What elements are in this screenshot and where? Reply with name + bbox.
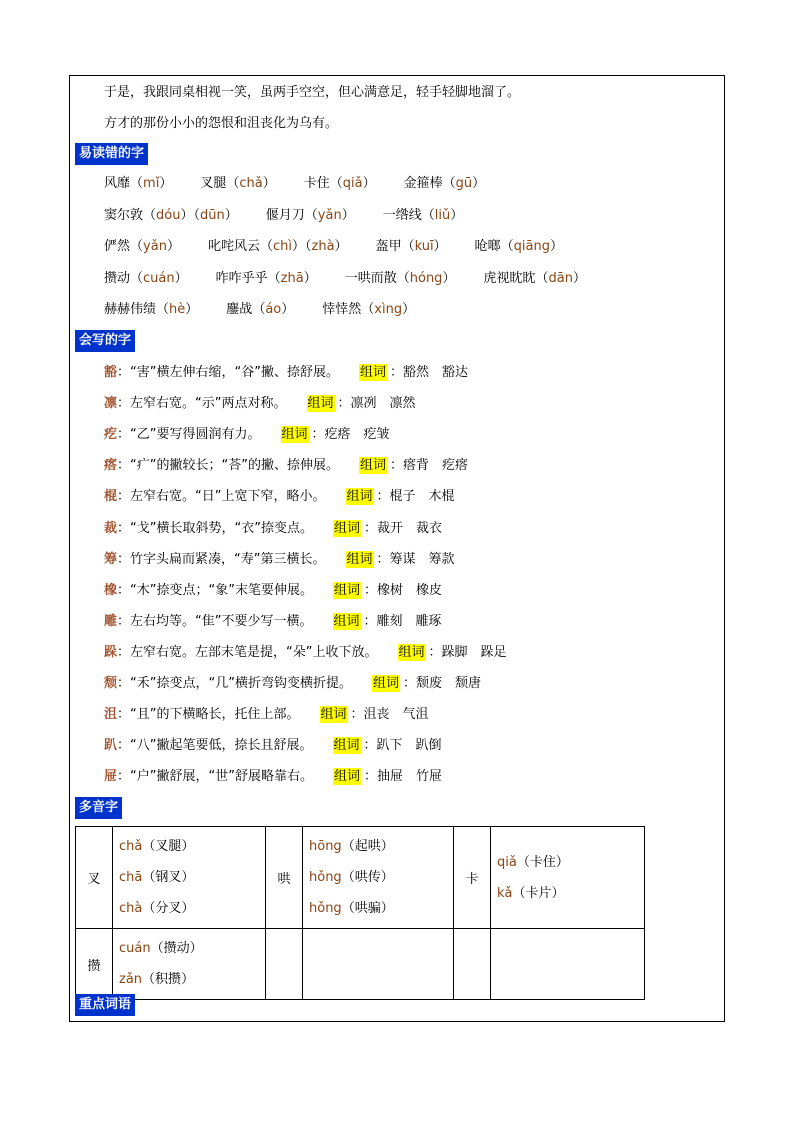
word-tag: 组词	[333, 613, 360, 629]
write-words: 跺脚 跺足	[441, 644, 507, 660]
word-tag: 组词	[333, 769, 360, 785]
write-char: 沮	[104, 707, 118, 723]
write-item: 颓：“禾”捺变点，“几”横折弯钩变横折提。 组词 ：颓废 颓唐	[104, 676, 482, 691]
polyphone-table	[75, 826, 645, 1000]
misread-item: 咋咋乎乎（zhā）	[215, 270, 317, 286]
poly-char: 哄	[266, 827, 303, 929]
intro-line-2: 方才的那份小小的怨恨和沮丧化为乌有。	[104, 116, 339, 131]
write-char: 屉	[104, 769, 118, 785]
write-words: 凛冽 凛然	[350, 396, 416, 412]
section-header-easy-misread: 易读错的字	[75, 143, 148, 165]
write-char: 趴	[104, 738, 118, 754]
write-tip: “禾”捺变点，“几”横折弯钩变横折提。	[130, 676, 352, 691]
write-words: 豁然 豁达	[403, 365, 469, 380]
write-char: 棍	[104, 489, 118, 505]
table-row	[76, 929, 645, 1000]
misread-item: 悻悻然（xìng）	[322, 302, 416, 317]
write-tip: “戈”横长取斜势，“衣”捺变点。	[130, 520, 313, 536]
misread-item: 呛啷（qiāng）	[474, 239, 563, 254]
word-tag: 组词	[359, 365, 386, 380]
write-tip: 左窄右宽。“示”两点对称。	[130, 396, 287, 412]
write-char: 雕	[104, 613, 118, 629]
write-char: 疙	[104, 427, 118, 443]
write-char: 瘩	[104, 458, 118, 474]
section-header-write: 会写的字	[75, 330, 135, 352]
write-item: 跺：左窄右宽。左部末笔是提，“朵”上收下放。 组词 ：跺脚 跺足	[104, 644, 507, 660]
write-tip: “乙”要写得圆润有力。	[130, 427, 261, 443]
misread-row	[104, 174, 513, 194]
write-words: 趴下 趴倒	[376, 738, 442, 754]
write-char: 橡	[104, 582, 118, 598]
write-char: 筹	[104, 551, 118, 567]
section-header-polyphone: 多音字	[75, 797, 122, 819]
misread-item: 一哄而散（hóng）	[344, 270, 456, 286]
poly-readings: chǎ（叉腿） chā（钢叉） chà（分叉）	[113, 827, 266, 929]
word-tag: 组词	[333, 738, 360, 754]
write-item: 疙：“乙”要写得圆润有力。 组词 ：疙瘩 疙皱	[104, 427, 390, 443]
write-item: 沮：“且”的下横略长，托住上部。 组词 ：沮丧 气沮	[104, 707, 429, 723]
misread-item: 风靡（mǐ）	[104, 176, 173, 191]
write-words: 颓废 颓唐	[416, 676, 482, 691]
write-item: 豁：“害”横左伸右缩，“谷”撇、捺舒展。 组词 ：豁然 豁达	[104, 365, 469, 380]
word-tag: 组词	[281, 427, 308, 443]
poly-char: 卡	[454, 827, 491, 929]
write-item: 橡：“木”捺变点；“象”末笔要伸展。 组词 ：橡树 橡皮	[104, 582, 443, 598]
write-words: 瘩背 疙瘩	[403, 458, 469, 474]
word-tag: 组词	[372, 676, 399, 691]
section-header-key-words: 重点词语	[75, 994, 135, 1016]
write-tip: “户”撇舒展，“世”舒展略靠右。	[130, 769, 313, 785]
word-tag: 组词	[320, 707, 347, 723]
intro-line-1: 于是，我跟同桌相视一笑，虽两手空空，但心满意足，轻手轻脚地溜了。	[104, 85, 521, 100]
write-tip: 竹字头扁而紧凑，“寿”第三横长。	[130, 551, 326, 567]
poly-readings: cuán（攒动） zǎn（积攒）	[113, 929, 266, 1000]
word-tag: 组词	[346, 551, 373, 567]
misread-item: 一绺线（liǔ）	[382, 207, 464, 223]
misread-item: 鏖战（áo）	[226, 302, 295, 317]
misread-item: 金箍棒（gū）	[403, 176, 486, 191]
write-char: 裁	[104, 520, 118, 536]
misread-item: 虎视眈眈（dān）	[483, 270, 586, 286]
write-item: 凛：左窄右宽。“示”两点对称。 组词 ：凛冽 凛然	[104, 396, 416, 412]
write-tip: “且”的下横略长，托住上部。	[130, 707, 300, 723]
misread-item: 偃月刀（yǎn）	[265, 207, 355, 223]
write-words: 筹谋 筹款	[389, 551, 455, 567]
write-tip: “疒”的撇较长；“荅”的撇、捺伸展。	[130, 458, 339, 474]
poly-empty	[454, 929, 491, 1000]
word-tag: 组词	[359, 458, 386, 474]
misread-item: 攒动（cuán）	[104, 270, 188, 286]
write-words: 裁开 裁衣	[377, 520, 443, 536]
word-tag: 组词	[307, 396, 334, 412]
word-tag: 组词	[398, 644, 425, 660]
misread-row	[104, 269, 614, 289]
word-tag: 组词	[333, 520, 360, 536]
poly-char: 叉	[76, 827, 113, 929]
write-tip: 左窄右宽。“日”上宽下窄，略小。	[130, 489, 326, 505]
table-row	[76, 827, 645, 929]
write-char: 凛	[104, 396, 118, 412]
misread-item: 俨然（yǎn）	[104, 239, 180, 254]
write-char: 豁	[104, 365, 118, 380]
write-item: 雕：左右均等。“隹”不要少写一横。 组词 ：雕刻 雕琢	[104, 613, 442, 629]
write-char: 颓	[104, 676, 118, 691]
misread-item: 盔甲（kuī）	[375, 239, 447, 254]
poly-readings: qiǎ（卡住） kǎ（卡片）	[491, 827, 645, 929]
write-item: 瘩：“疒”的撇较长；“荅”的撇、捺伸展。 组词 ：瘩背 疙瘩	[104, 458, 469, 474]
write-tip: “八”撇起笔要低，捺长且舒展。	[130, 738, 313, 754]
misread-item: 叱咤风云（chì）（zhà）	[207, 239, 348, 254]
misread-row	[104, 206, 491, 226]
write-char: 跺	[104, 644, 118, 660]
poly-empty	[303, 929, 454, 1000]
write-tip: “害”横左伸右缩，“谷”撇、捺舒展。	[130, 365, 339, 380]
write-words: 疙瘩 疙皱	[324, 427, 390, 443]
misread-item: 窦尔敦（dóu）（dūn）	[104, 207, 238, 223]
poly-empty	[266, 929, 303, 1000]
write-item: 趴：“八”撇起笔要低，捺长且舒展。 组词 ：趴下 趴倒	[104, 738, 442, 754]
write-tip: “木”捺变点；“象”末笔要伸展。	[130, 582, 313, 598]
write-words: 沮丧 气沮	[363, 707, 429, 723]
poly-empty	[491, 929, 645, 1000]
misread-row	[104, 300, 443, 320]
write-item: 屉：“户”撇舒展，“世”舒展略靠右。 组词 ：抽屉 竹屉	[104, 769, 443, 785]
misread-row	[104, 237, 591, 257]
write-tip: 左右均等。“隹”不要少写一横。	[130, 613, 313, 629]
write-words: 抽屉 竹屉	[377, 769, 443, 785]
write-item: 筹：竹字头扁而紧凑，“寿”第三横长。 组词 ：筹谋 筹款	[104, 551, 455, 567]
word-tag: 组词	[346, 489, 373, 505]
misread-item: 叉腿（chǎ）	[200, 176, 276, 191]
word-tag: 组词	[333, 582, 360, 598]
write-words: 雕刻 雕琢	[376, 613, 442, 629]
write-words: 橡树 橡皮	[377, 582, 443, 598]
write-tip: 左窄右宽。左部末笔是提，“朵”上收下放。	[130, 644, 378, 660]
poly-readings: hōng（起哄） hǒng（哄传） hǒng（哄骗）	[303, 827, 454, 929]
misread-item: 赫赫伟绩（hè）	[104, 302, 199, 317]
write-item: 裁：“戈”横长取斜势，“衣”捺变点。 组词 ：裁开 裁衣	[104, 520, 443, 536]
poly-char: 攒	[76, 929, 113, 1000]
write-item: 棍：左窄右宽。“日”上宽下窄，略小。 组词 ：棍子 木棍	[104, 489, 455, 505]
write-words: 棍子 木棍	[389, 489, 455, 505]
misread-item: 卡住（qiǎ）	[303, 176, 376, 191]
